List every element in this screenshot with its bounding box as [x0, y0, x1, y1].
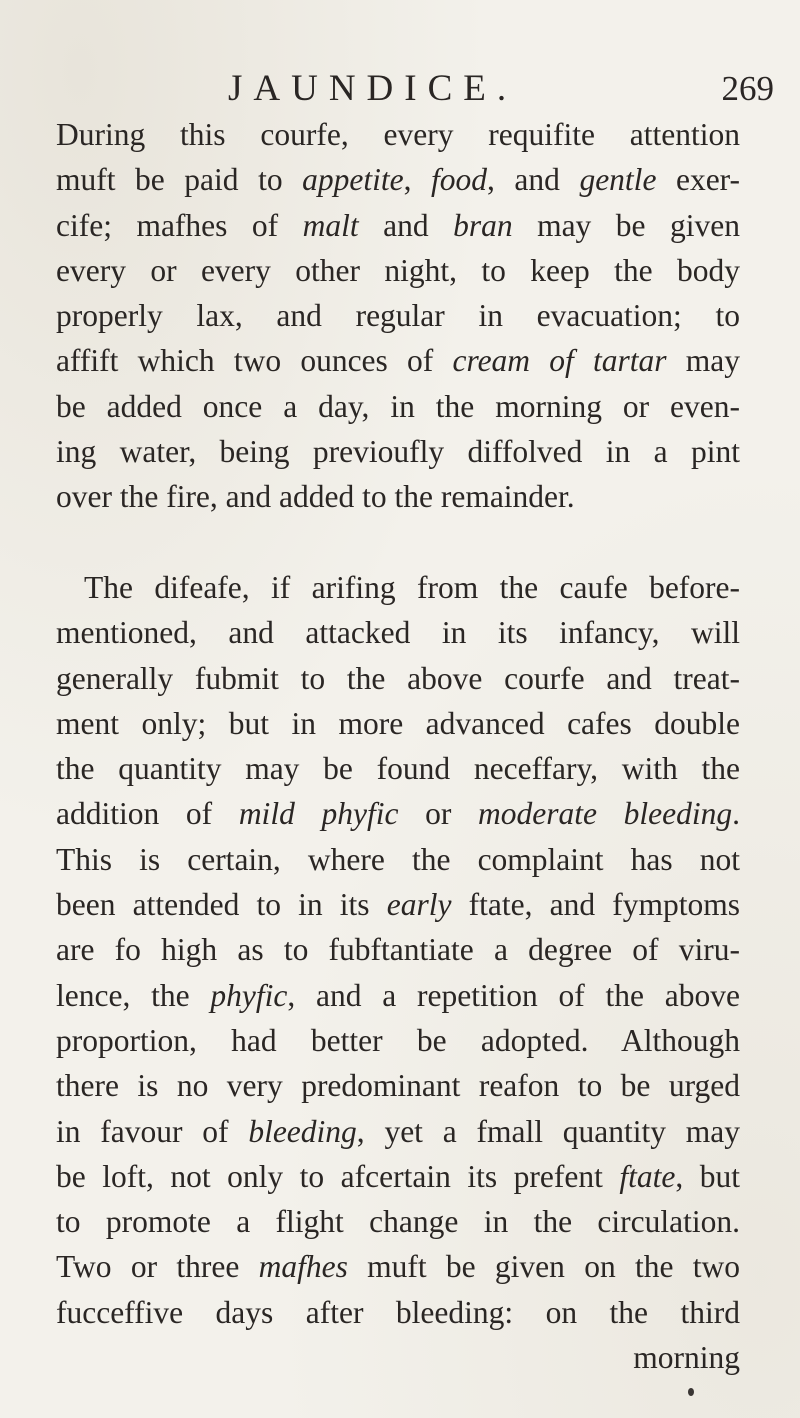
text-line: the quantity may be found neceffary, with the: [56, 751, 740, 787]
italic-term: moderate bleeding: [478, 796, 733, 832]
italic-term: phyfic: [210, 977, 288, 1013]
text-line: addition of mild phyfic or moderate bleeding.: [56, 796, 741, 832]
catchword: morning: [633, 1340, 740, 1376]
text-line: been attended to in its early ftate, and fymptoms: [56, 887, 740, 923]
italic-term: cream of tartar: [452, 343, 667, 379]
paragraph-2: [56, 565, 740, 1380]
text-line: be added once a day, in the morning or even-: [56, 388, 740, 424]
italic-term: mafhes: [258, 1249, 348, 1285]
text-line: ment only; but in more advanced cafes double: [56, 705, 740, 741]
paragraph-gap: [56, 520, 740, 565]
paragraph-1: [56, 112, 740, 520]
italic-term: gentle: [579, 162, 657, 198]
text-line: generally fubmit to the above courfe and treat-: [56, 660, 740, 696]
text-line: This is certain, where the complaint has not: [56, 841, 740, 877]
text-line: cife; mafhes of malt and bran may be given: [56, 207, 740, 243]
body-text: [56, 112, 740, 1380]
text-line: Two or three mafhes muft be given on the two: [56, 1249, 740, 1285]
text-line: over the fire, and added to the remainder.: [56, 479, 575, 515]
italic-term: appetite: [302, 162, 404, 198]
italic-term: bleeding: [248, 1113, 357, 1149]
text-line: muft be paid to appetite, food, and gentle exer-: [56, 162, 741, 198]
italic-term: food: [431, 162, 488, 198]
text-line: During this courfe, every requifite attention: [56, 117, 740, 152]
italic-term: early: [386, 887, 452, 923]
italic-term: malt: [302, 207, 359, 243]
text-line: properly lax, and regular in evacuation; to: [56, 298, 740, 334]
running-title: JAUNDICE.: [228, 68, 518, 109]
text-line: The difeafe, if arifing from the caufe before-: [84, 569, 740, 605]
text-line: mentioned, and attacked in its infancy, will: [56, 615, 740, 651]
text-line: fucceffive days after bleeding: on the third: [56, 1294, 740, 1330]
text-line: proportion, had better be adopted. Although: [56, 1022, 740, 1058]
page-number: 269: [721, 69, 774, 108]
text-line: to promote a flight change in the circulation.: [56, 1204, 740, 1240]
italic-term: ftate: [619, 1158, 676, 1194]
text-line: every or every other night, to keep the body: [56, 252, 740, 288]
ink-speck: [688, 1388, 694, 1396]
text-line: in favour of bleeding, yet a fmall quantity may: [56, 1113, 740, 1149]
text-line: affift which two ounces of cream of tartar may: [56, 343, 741, 379]
italic-term: bran: [453, 207, 513, 243]
page-header: [228, 66, 774, 112]
text-line: there is no very predominant reafon to be urged: [56, 1068, 740, 1104]
text-line: lence, the phyfic, and a repetition of the above: [56, 977, 741, 1013]
text-line: are fo high as to fubftantiate a degree of viru-: [56, 932, 740, 968]
text-line: be loft, not only to afcertain its prefent ftate, but: [56, 1158, 740, 1194]
text-line: ing water, being previoufly diffolved in a pint: [56, 434, 740, 470]
italic-term: mild phyfic: [238, 796, 399, 832]
